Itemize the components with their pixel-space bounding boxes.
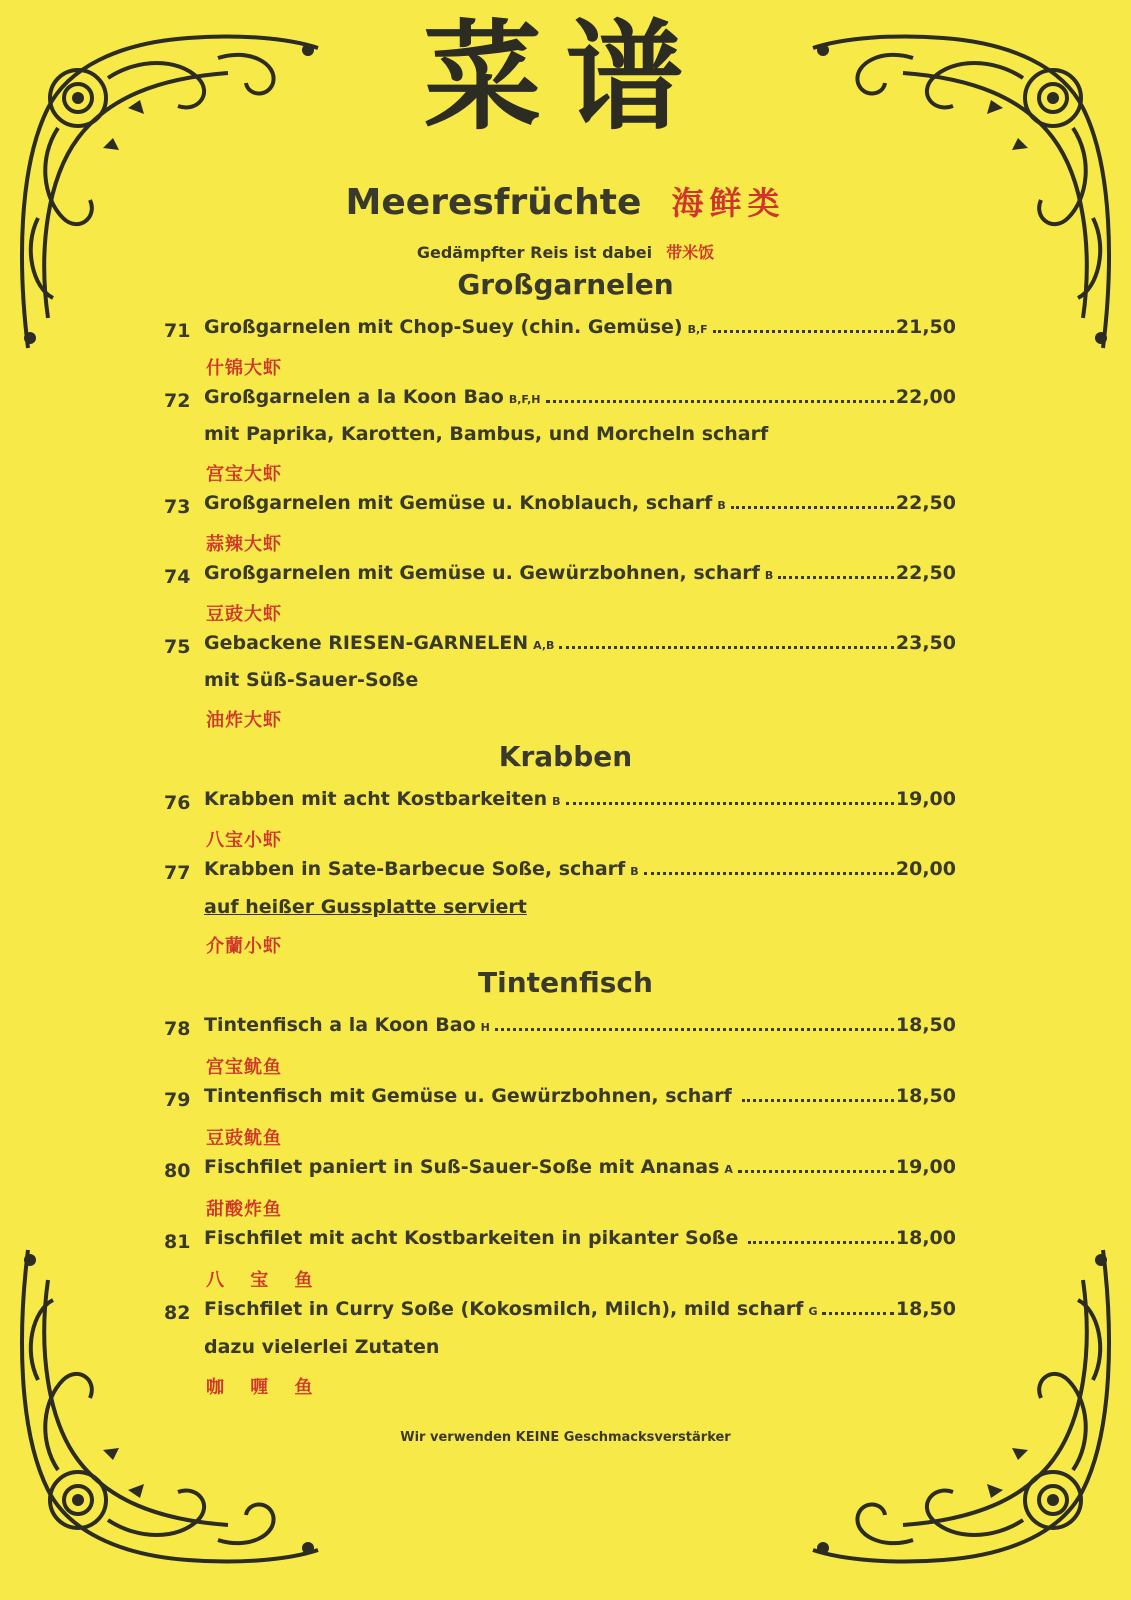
section-title-tintenfisch: Tintenfisch: [478, 966, 653, 999]
item-name: Tintenfisch a la Koon Bao: [204, 1014, 476, 1036]
item-price: 18,50: [895, 1298, 956, 1320]
menu-item: [204, 316, 956, 342]
allergen-codes: A,B: [533, 639, 555, 652]
item-name: Großgarnelen mit Chop-Suey (chin. Gemüse): [204, 316, 683, 338]
item-name: Fischfilet mit acht Kostbarkeiten in pikanter Soße: [204, 1227, 739, 1249]
category-heading-cn: 海鲜类: [671, 184, 786, 222]
allergen-codes: G: [808, 1305, 818, 1318]
allergen-codes: H: [480, 1021, 490, 1034]
menu-item: [204, 562, 956, 588]
corner-ornament-icon: [803, 1240, 1123, 1580]
item-name: Krabben mit acht Kostbarkeiten: [204, 788, 548, 810]
item-name: Tintenfisch mit Gemüse u. Gewürzbohnen, scharf: [204, 1085, 732, 1107]
item-price: 18,00: [895, 1227, 956, 1249]
allergen-codes: B: [717, 499, 726, 512]
item-price: 22,50: [895, 562, 956, 584]
menu-item: [204, 1156, 956, 1182]
section-title-krabben: Krabben: [498, 740, 633, 773]
item-number: 73: [164, 496, 191, 518]
leader-dots: [822, 1298, 893, 1315]
leader-dots: [566, 788, 894, 805]
item-description: auf heißer Gussplatte serviert: [204, 896, 527, 918]
item-price: 23,50: [895, 632, 956, 654]
item-name-cn: 甜酸炸鱼: [206, 1199, 282, 1220]
leader-dots: [748, 1227, 894, 1244]
item-number: 79: [164, 1089, 191, 1111]
item-number: 77: [164, 862, 191, 884]
category-heading: [0, 178, 1131, 224]
item-name-cn: 八宝小虾: [206, 830, 282, 851]
item-name-cn: 蒜辣大虾: [206, 534, 282, 555]
item-name-cn: 介蘭小虾: [206, 936, 282, 957]
item-price: 18,50: [895, 1085, 956, 1107]
item-number: 82: [164, 1302, 191, 1324]
menu-item: [204, 1298, 956, 1324]
leader-dots: [778, 562, 894, 579]
item-name-cn: 豆豉大虾: [206, 604, 282, 625]
leader-dots: [559, 632, 893, 649]
menu-item: [204, 1227, 956, 1253]
item-name: Großgarnelen mit Gemüse u. Gewürzbohnen, scharf: [204, 562, 760, 584]
allergen-codes: B: [552, 795, 561, 808]
allergen-codes: B,F,H: [508, 393, 541, 406]
menu-item: [204, 492, 956, 518]
menu-item: [204, 788, 956, 814]
item-number: 81: [164, 1231, 191, 1253]
section-title-grossgarnelen: Großgarnelen: [457, 268, 674, 301]
leader-dots: [495, 1014, 894, 1031]
item-description: mit Paprika, Karotten, Bambus, und Morcheln scharf: [204, 423, 769, 445]
leader-dots: [742, 1085, 894, 1102]
allergen-codes: B,F: [687, 323, 708, 336]
menu-item: [204, 858, 956, 884]
item-name-cn: 宫宝大虾: [206, 464, 282, 485]
item-number: 72: [164, 390, 191, 412]
item-number: 78: [164, 1018, 191, 1040]
item-price: 22,00: [895, 386, 956, 408]
leader-dots: [731, 492, 894, 509]
leader-dots: [713, 316, 894, 333]
item-price: 22,50: [895, 492, 956, 514]
menu-title-cn: 菜谱: [423, 7, 708, 146]
item-name-cn: 豆豉鱿鱼: [206, 1128, 282, 1149]
rice-note: [0, 240, 1131, 263]
leader-dots: [644, 858, 894, 875]
item-number: 75: [164, 636, 191, 658]
leader-dots: [546, 386, 894, 403]
menu-item: [204, 386, 956, 412]
item-name-cn: 什锦大虾: [206, 358, 282, 379]
item-description: mit Süß-Sauer-Soße: [204, 669, 419, 691]
allergen-codes: B: [764, 569, 774, 582]
allergen-codes: A: [724, 1163, 733, 1176]
item-name-cn: 八 宝 鱼: [206, 1270, 323, 1291]
item-name-cn: 咖 喱 鱼: [206, 1377, 323, 1398]
item-price: 18,50: [895, 1014, 956, 1036]
item-name-cn: 油炸大虾: [206, 710, 282, 731]
item-number: 71: [164, 320, 191, 342]
menu-item: [204, 1085, 956, 1111]
item-price: 19,00: [895, 1156, 956, 1178]
item-name-cn: 宫宝鱿鱼: [206, 1057, 282, 1078]
item-name: Fischfilet paniert in Suß-Sauer-Soße mit Ananas: [204, 1156, 720, 1178]
menu-item: [204, 632, 956, 658]
menu-item: [204, 1014, 956, 1040]
leader-dots: [738, 1156, 894, 1173]
item-price: 20,00: [895, 858, 956, 880]
allergen-codes: B: [630, 865, 639, 878]
item-price: 21,50: [895, 316, 956, 338]
item-number: 74: [164, 566, 191, 588]
rice-note-cn: 带米饭: [666, 243, 715, 262]
item-name: Krabben in Sate-Barbecue Soße, scharf: [204, 858, 626, 880]
item-name: Großgarnelen mit Gemüse u. Knoblauch, scharf: [204, 492, 713, 514]
item-description: dazu vielerlei Zutaten: [204, 1336, 440, 1358]
item-name: Großgarnelen a la Koon Bao: [204, 386, 504, 408]
item-number: 76: [164, 792, 191, 814]
item-number: 80: [164, 1160, 191, 1182]
item-name: Gebackene RIESEN-GARNELEN: [204, 632, 529, 654]
category-heading-de: Meeresfrüchte: [345, 182, 642, 223]
item-price: 19,00: [895, 788, 956, 810]
item-name: Fischfilet in Curry Soße (Kokosmilch, Milch), mild scharf: [204, 1298, 804, 1320]
footer-note: Wir verwenden KEINE Geschmacksverstärker: [400, 1430, 731, 1445]
rice-note-de: Gedämpfter Reis ist dabei: [416, 243, 653, 262]
